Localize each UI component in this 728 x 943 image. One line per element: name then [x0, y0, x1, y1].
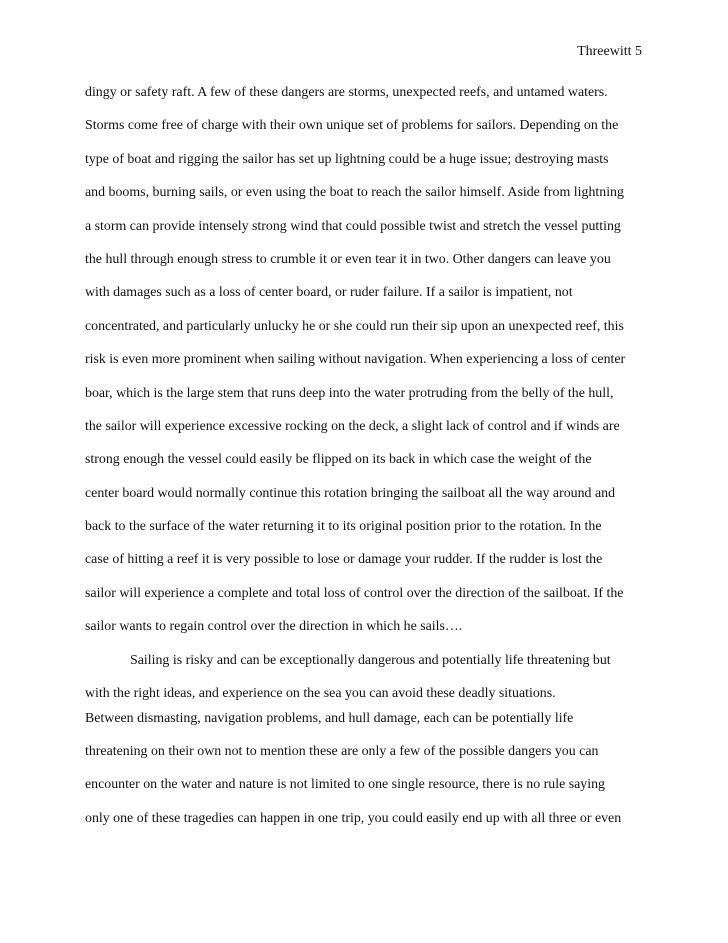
text-line: concentrated, and particularly unlucky he or she could run their sip upon an unexpected reef, this	[85, 318, 624, 334]
paragraph-start-line: Sailing is risky and can be exceptionally dangerous and potentially life threatening but	[130, 652, 611, 668]
text-line: Between dismasting, navigation problems, and hull damage, each can be potentially life	[85, 710, 574, 726]
text-line: only one of these tragedies can happen in one trip, you could easily end up with all three or even	[85, 810, 622, 826]
running-head: Threewitt 5	[577, 44, 642, 59]
text-line: the sailor will experience excessive rocking on the deck, a slight lack of control and if winds are	[85, 418, 620, 434]
text-line: type of boat and rigging the sailor has set up lightning could be a huge issue; destroying masts	[85, 151, 609, 167]
text-line: and booms, burning sails, or even using the boat to reach the sailor himself. Aside from lightning	[85, 185, 624, 201]
text-line: Storms come free of charge with their own unique set of problems for sailors. Depending on the	[85, 118, 619, 134]
text-line: sailor wants to regain control over the direction in which he sails….	[85, 619, 463, 635]
text-line: a storm can provide intensely strong wind that could possible twist and stretch the vessel putting	[85, 218, 621, 234]
text-line: the hull through enough stress to crumble it or even tear it in two. Other dangers can leave you	[85, 251, 611, 267]
text-line: threatening on their own not to mention these are only a few of the possible dangers you can	[85, 743, 599, 759]
text-line: back to the surface of the water returning it to its original position prior to the rotation. In the	[85, 519, 602, 535]
text-line: center board would normally continue this rotation bringing the sailboat all the way around and	[85, 485, 616, 501]
text-line: boar, which is the large stem that runs deep into the water protruding from the belly of the hull,	[85, 385, 614, 401]
text-line: dingy or safety raft. A few of these dangers are storms, unexpected reefs, and untamed waters.	[85, 85, 608, 100]
text-line: with damages such as a loss of center board, or ruder failure. If a sailor is impatient, not	[85, 285, 573, 301]
text-line: with the right ideas, and experience on the sea you can avoid these deadly situations.	[85, 686, 556, 702]
text-line: strong enough the vessel could easily be flipped on its back in which case the weight of the	[85, 452, 592, 468]
body-text	[85, 83, 660, 842]
text-line: sailor will experience a complete and total loss of control over the direction of the sailboat. If the	[85, 585, 624, 601]
text-line: encounter on the water and nature is not limited to one single resource, there is no rule saying	[85, 777, 605, 793]
text-line: case of hitting a reef it is very possible to lose or damage your rudder. If the rudder is lost the	[85, 552, 603, 568]
text-line: risk is even more prominent when sailing without navigation. When experiencing a loss of center	[85, 352, 626, 368]
